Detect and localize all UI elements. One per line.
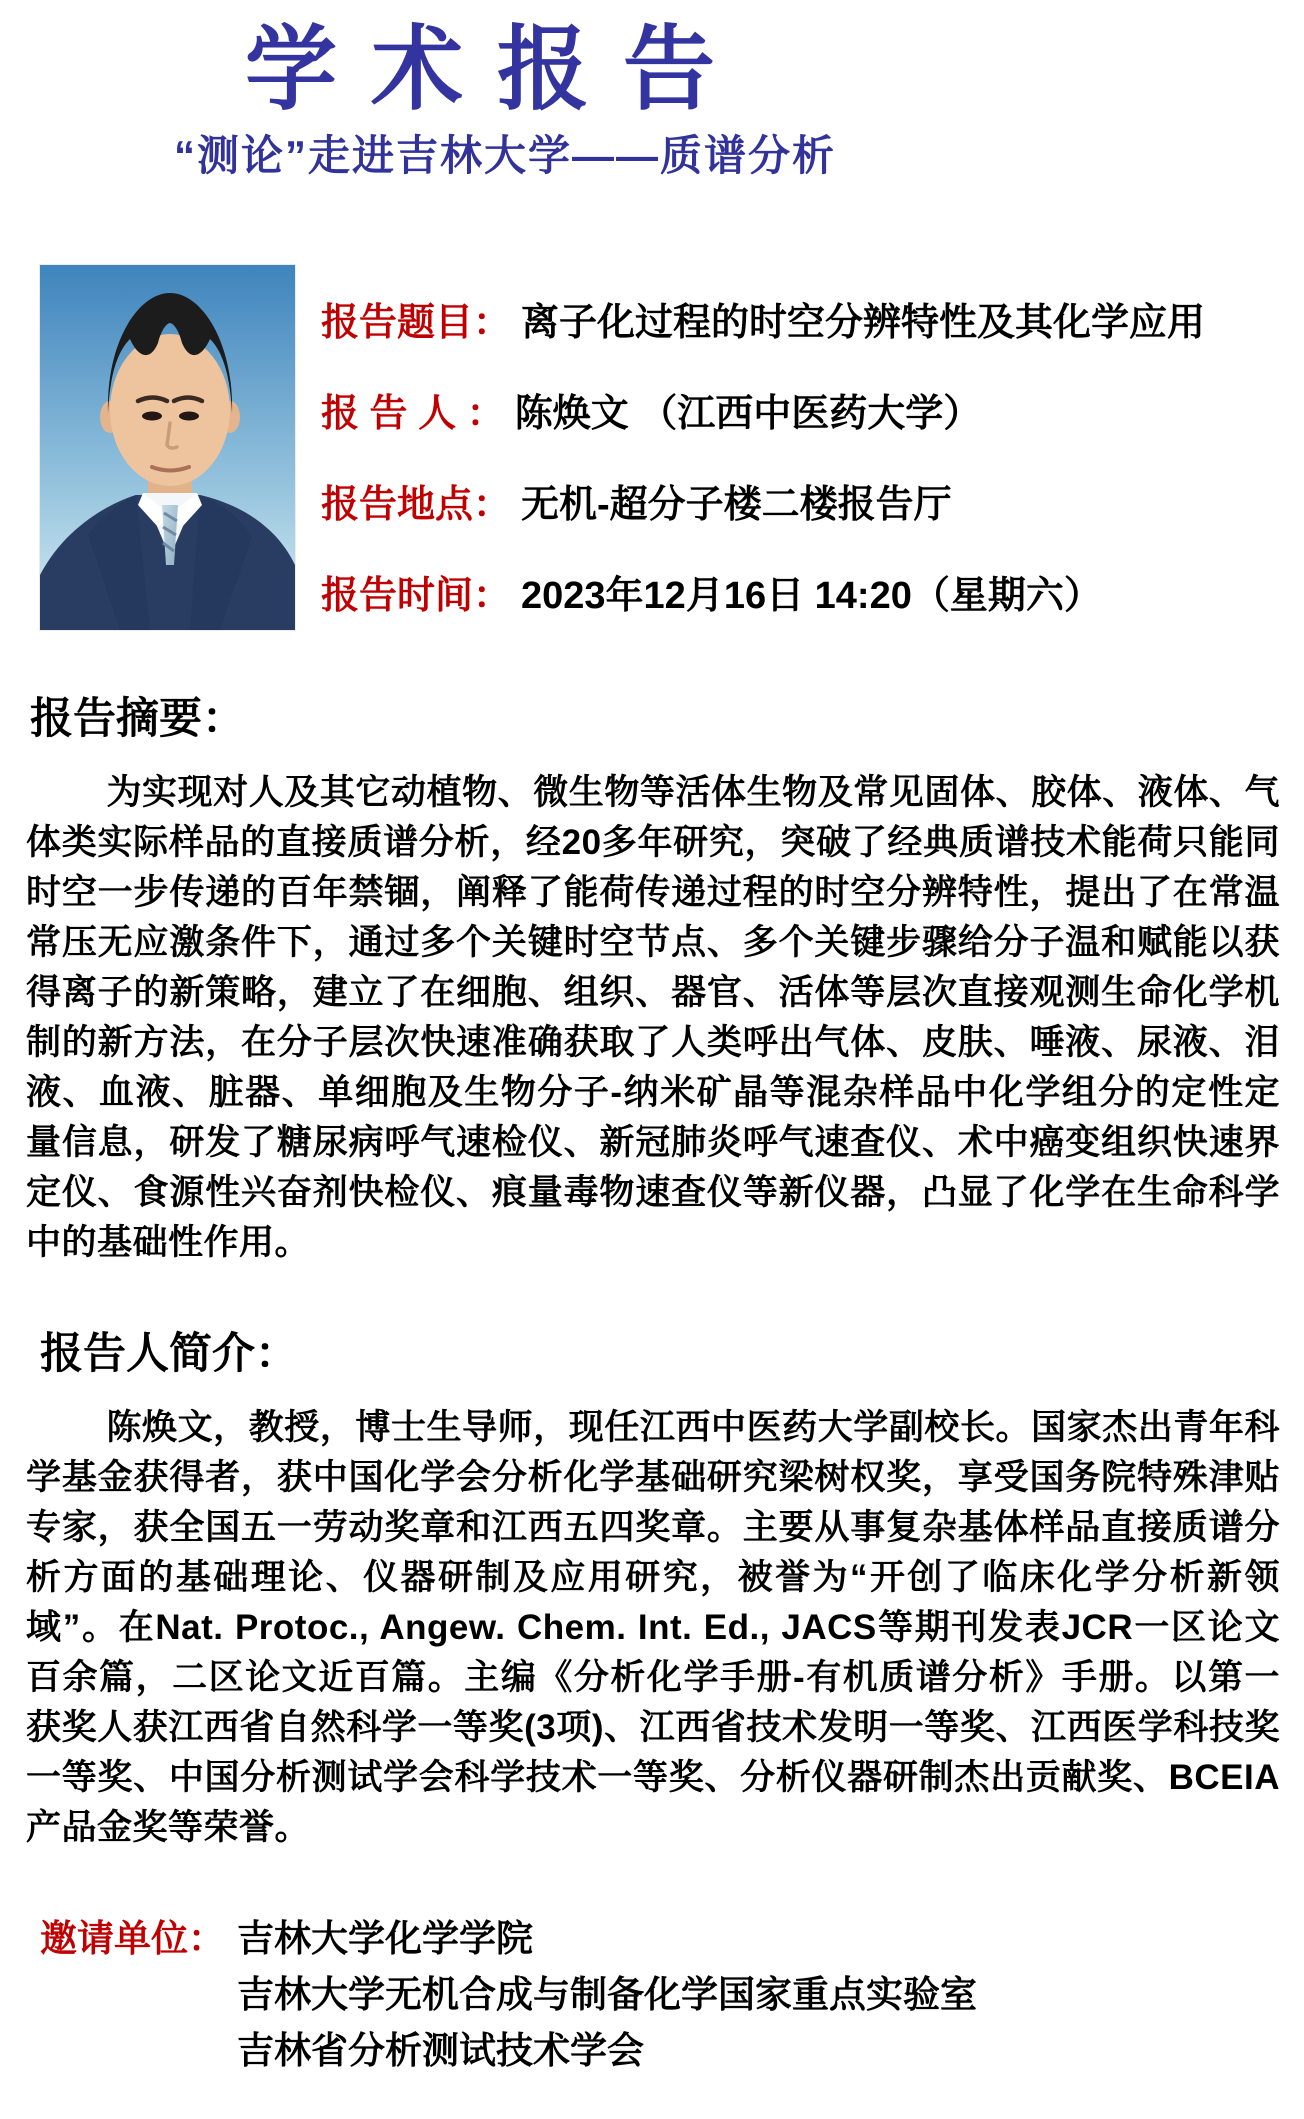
inviters-label: 邀请单位： (40, 1917, 225, 1959)
speaker-photo (40, 265, 295, 630)
info-row-speaker (321, 364, 1205, 455)
page-title: 学术报告 (244, 19, 749, 121)
speaker-value: 陈焕文 （江西中医药大学） (514, 392, 982, 435)
abstract-heading: 报告摘要： (30, 694, 245, 743)
speaker-portrait-illustration (40, 265, 295, 630)
page-subtitle: “测论”走进吉林大学——质谱分析 (173, 131, 836, 179)
abstract-paragraph: 为实现对人及其它动植物、微生物等活体生物及常见固体、胶体、液体、气体类实际样品的直接质谱分析，经20多年研究，突破了经典质谱技术能荷只能同时空一步传递的百年禁锢，阐释了能荷传递过程的时空分辨特性，提出了在常温常压无应激条件下，通过多个关键时空节点、多个关键步骤给分子温和赋能以获得离子的新策略，建立了在细胞、组织、器官、活体等层次直接观测生命化学机制的新方法，在分子层次快速准确获取了人类呼出气体、皮肤、唾液、尿液、泪液、血液、脏器、单细胞及生物分子-纳米矿晶等混杂样品中化学组分的定性定量信息，研发了糖尿病呼气速检仪、新冠肺炎呼气速查仪、术中癌变组织快速界定仪、食源性兴奋剂快检仪、痕量毒物速查仪等新仪器，凸显了化学在生命科学中的基础性作用。 (26, 772, 1280, 1262)
info-row-topic (321, 273, 1205, 364)
bio-paragraph: 陈焕文，教授，博士生导师，现任江西中医药大学副校长。国家杰出青年科学基金获得者，获中国化学会分析化学基础研究梁树权奖，享受国务院特殊津贴专家，获全国五一劳动奖章和江西五四奖章。主要从事复杂基体样品直接质谱分析方面的基础理论、仪器研制及应用研究，被誉为“开创了临床化学分析新领域”。在Nat. Protoc., Angew. Chem. Int. Ed., JACS等期刊发表JCR一区论文百余篇，二区论文近百篇。主编《分析化学手册-有机质谱分析》手册。以第一获奖人获江西省自然科学一等奖(3项)、江西省技术发明一等奖、江西医学科技奖一等奖、中国分析测试学会科学技术一等奖、分析仪器研制杰出贡献奖、BCEIA产品金奖等荣誉。 (26, 1407, 1280, 1847)
speaker-label: 报 告 人 ： (321, 392, 505, 435)
inviter-item: 吉林大学化学学院 (237, 1917, 533, 1959)
lecture-announcement-page (0, 19, 1304, 2119)
inviters-list (237, 1911, 977, 2079)
inviter-item: 吉林大学无机合成与制备化学国家重点实验室 (237, 1973, 977, 2015)
inviters-section (40, 1911, 1304, 2079)
time-value: 2023年12月16日 14:20（星期六） (521, 574, 1102, 617)
location-value: 无机-超分子楼二楼报告厅 (521, 483, 952, 526)
inviter-item: 吉林省分析测试技术学会 (237, 2029, 644, 2071)
bio-heading: 报告人简介： (40, 1329, 298, 1378)
lecture-info-section (40, 265, 1304, 637)
topic-value: 离子化过程的时空分辨特性及其化学应用 (521, 301, 1206, 344)
time-label: 报告时间： (321, 574, 512, 617)
lecture-info-rows (321, 265, 1205, 637)
topic-label: 报告题目： (321, 301, 512, 344)
info-row-location (321, 455, 1205, 546)
info-row-time (321, 546, 1205, 637)
location-label: 报告地点： (321, 483, 512, 526)
